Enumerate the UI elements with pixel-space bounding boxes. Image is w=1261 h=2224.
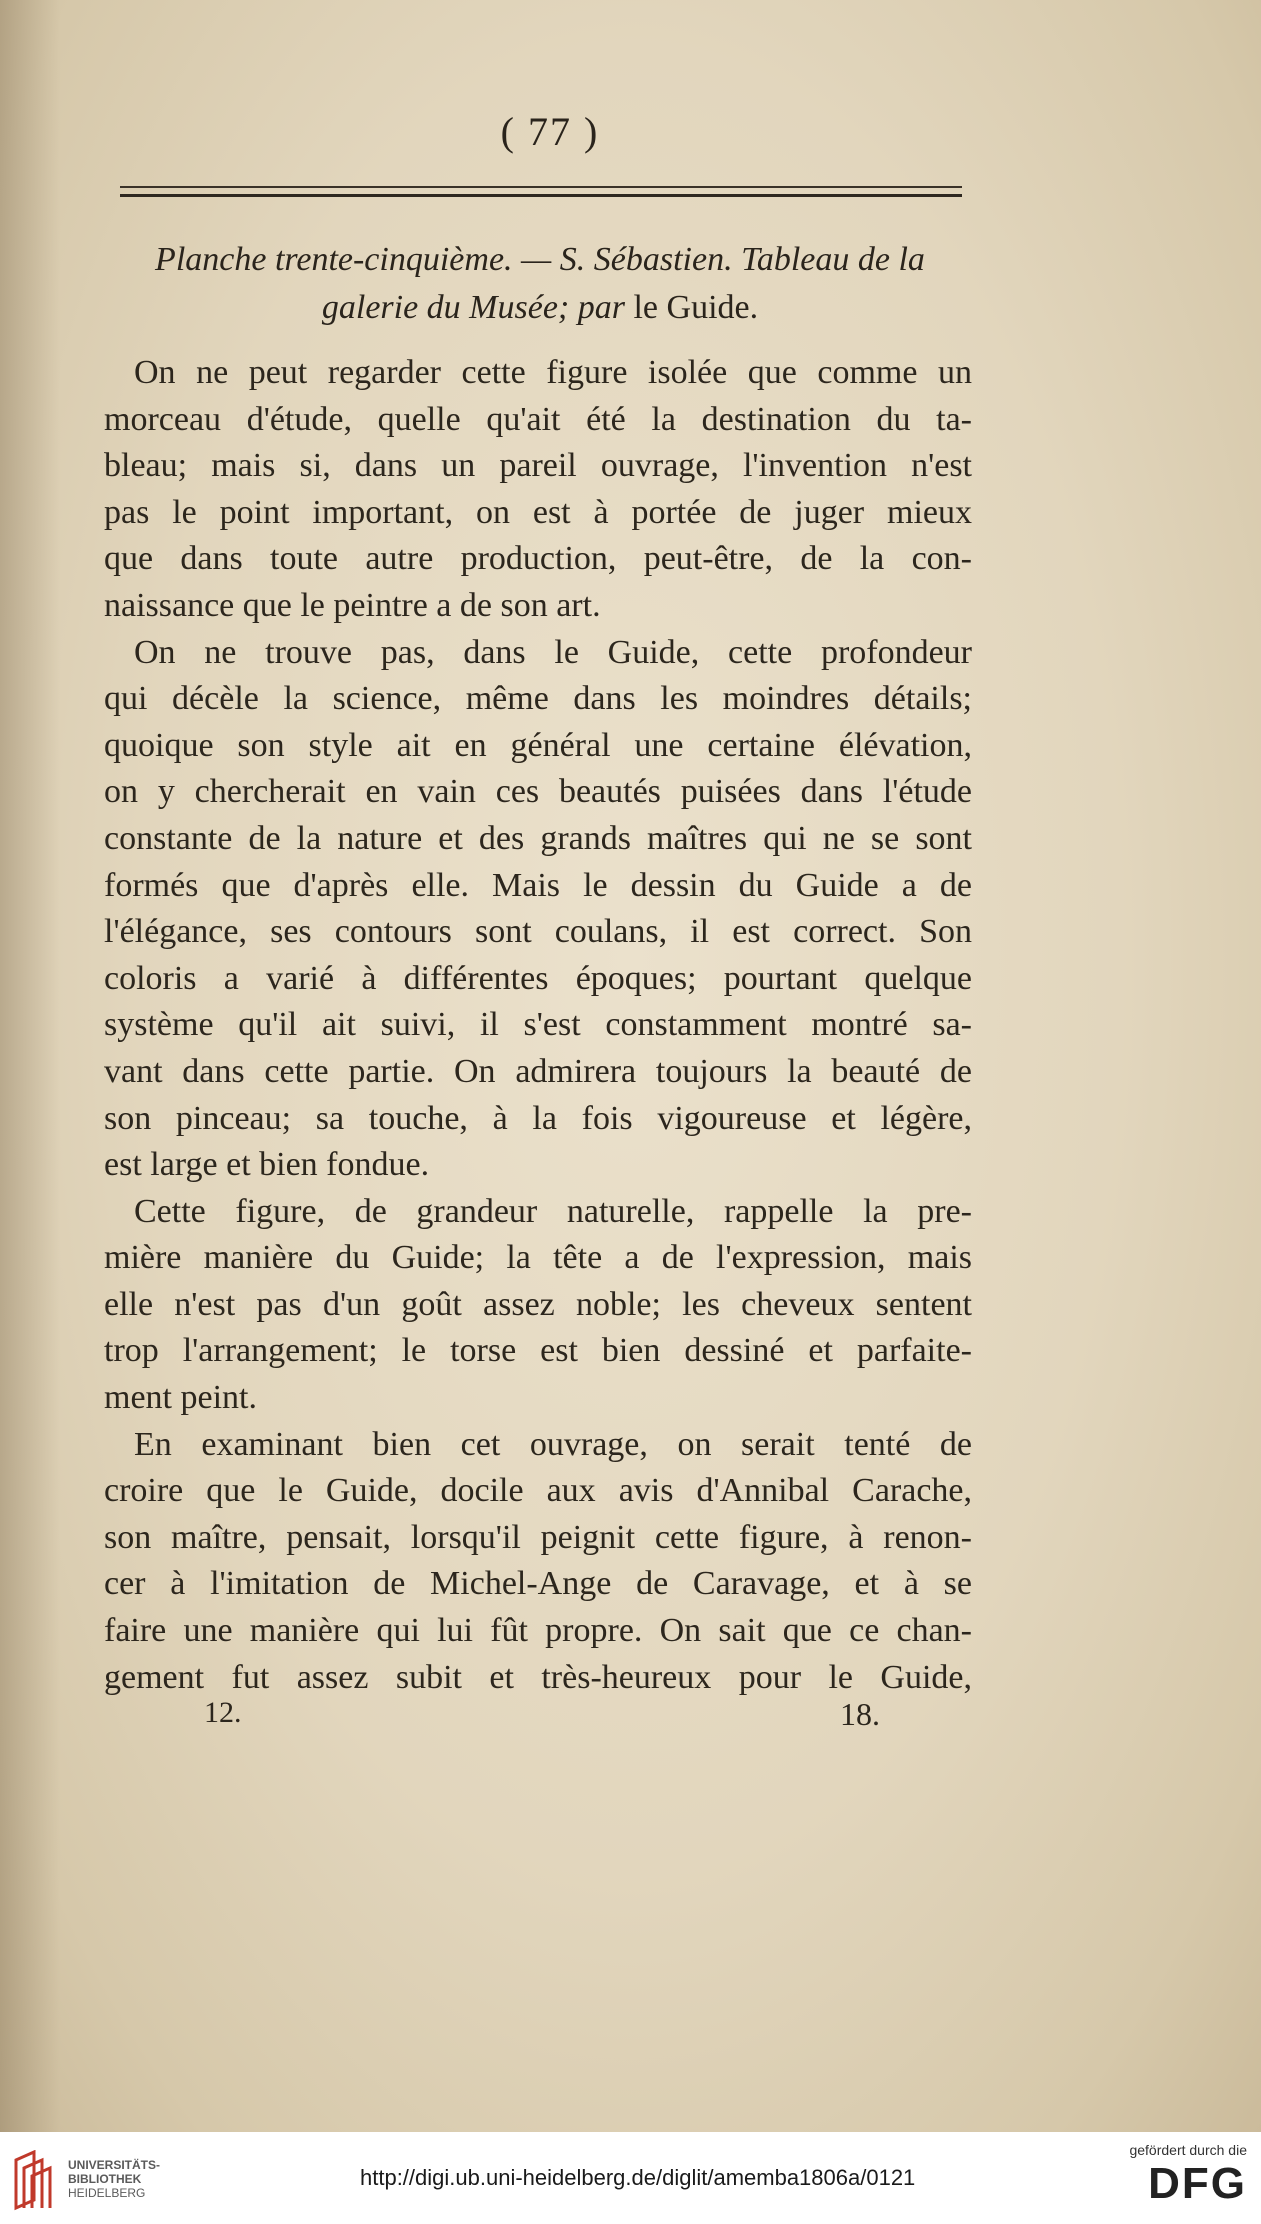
text-line: formés que d'après elle. Mais le dessin du Guide a de xyxy=(104,866,972,904)
library-name-line-1: UNIVERSITÄTS- xyxy=(68,2158,161,2172)
signature-mark-right: 18. xyxy=(840,1696,880,1732)
text-line: est large et bien fondue. xyxy=(104,1146,430,1184)
text-line: mière manière du Guide; la tête a de l'expression, mais xyxy=(104,1239,972,1277)
signature-mark-left: 12. xyxy=(204,1696,242,1729)
dfg-mark: DFG xyxy=(1148,2159,1247,2208)
text-line: bleau; mais si, dans un pareil ouvrage, l'invention n'est xyxy=(104,447,972,485)
text-line: pas le point important, on est à portée de juger mieux xyxy=(104,493,972,531)
text-line: trop l'arrangement; le torse est bien dessiné et parfaite- xyxy=(104,1332,972,1370)
text-line: coloris a varié à différentes époques; pourtant quelque xyxy=(104,959,972,997)
header-rule-thin xyxy=(120,186,962,188)
text-line: En examinant bien cet ouvrage, on serait tenté de xyxy=(134,1425,972,1463)
page-number: ( 77 ) xyxy=(500,109,600,154)
dfg-caption: gefördert durch die xyxy=(1129,2142,1247,2158)
text-line: elle n'est pas d'un goût assez noble; les cheveux sentent xyxy=(104,1285,972,1323)
text-line: vant dans cette partie. On admirera toujours la beauté de xyxy=(104,1052,972,1090)
text-line: son maître, pensait, lorsqu'il peignit cette figure, à renon- xyxy=(104,1518,972,1556)
text-line: cer à l'imitation de Michel-Ange de Caravage, et à se xyxy=(104,1565,972,1603)
text-line: que dans toute autre production, peut-être, de la con- xyxy=(104,540,972,578)
text-line: système qu'il ait suivi, il s'est constamment montré sa- xyxy=(104,1006,972,1044)
spine-shadow xyxy=(0,0,60,2132)
text-line: quoique son style ait en général une certaine élévation, xyxy=(104,726,972,764)
text-line: croire que le Guide, docile aux avis d'Annibal Carache, xyxy=(104,1472,972,1510)
text-line: constante de la nature et des grands maîtres qui ne se sont xyxy=(104,819,972,857)
text-line: faire une manière qui lui fût propre. On sait que ce chan- xyxy=(104,1612,972,1650)
text-line: gement fut assez subit et très-heureux pour le Guide, xyxy=(104,1658,972,1696)
text-line: naissance que le peintre a de son art. xyxy=(104,586,601,624)
dfg-funding-logo[interactable] xyxy=(1097,2142,1247,2218)
paragraph-1 xyxy=(104,350,972,630)
body-text xyxy=(104,350,972,1701)
paragraph-4 xyxy=(104,1422,972,1702)
header-rule-thick xyxy=(120,194,962,197)
text-line: morceau d'étude, quelle qu'ait été la destination du ta- xyxy=(104,400,972,438)
text-line: l'élégance, ses contours sont coulans, il est correct. Son xyxy=(104,913,972,951)
text-line: Cette figure, de grandeur naturelle, rappelle la pre- xyxy=(134,1192,972,1230)
text-line: On ne trouve pas, dans le Guide, cette profondeur xyxy=(134,633,972,671)
text-line: qui décèle la science, même dans les moindres détails; xyxy=(104,680,972,718)
heading-line-2-roman: le Guide. xyxy=(624,289,759,326)
library-name-line-2: BIBLIOTHEK xyxy=(68,2172,142,2186)
permalink-url[interactable]: http://digi.ub.uni-heidelberg.de/diglit/amemba1806a/0121 xyxy=(360,2165,916,2190)
text-line: On ne peut regarder cette figure isolée que comme un xyxy=(134,354,972,391)
text-line: son pinceau; sa touche, à la fois vigoureuse et légère, xyxy=(104,1099,972,1137)
heading-line-1: Planche trente-cinquième. — S. Sébastien. Tableau de la xyxy=(155,241,925,278)
text-line: ment peint. xyxy=(104,1379,257,1417)
heading-line-2-italic: galerie du Musée; par xyxy=(321,289,625,326)
library-name xyxy=(68,2158,160,2200)
paragraph-3 xyxy=(104,1189,972,1422)
paragraph-2 xyxy=(104,630,972,1189)
viewer-footer xyxy=(0,2132,1261,2224)
text-line: on y chercherait en vain ces beautés puisées dans l'étude xyxy=(104,773,972,811)
plate-heading xyxy=(100,236,980,332)
library-name-line-3: HEIDELBERG xyxy=(68,2186,146,2200)
university-library-logo[interactable] xyxy=(12,2146,182,2216)
library-emblem-icon xyxy=(12,2150,56,2212)
